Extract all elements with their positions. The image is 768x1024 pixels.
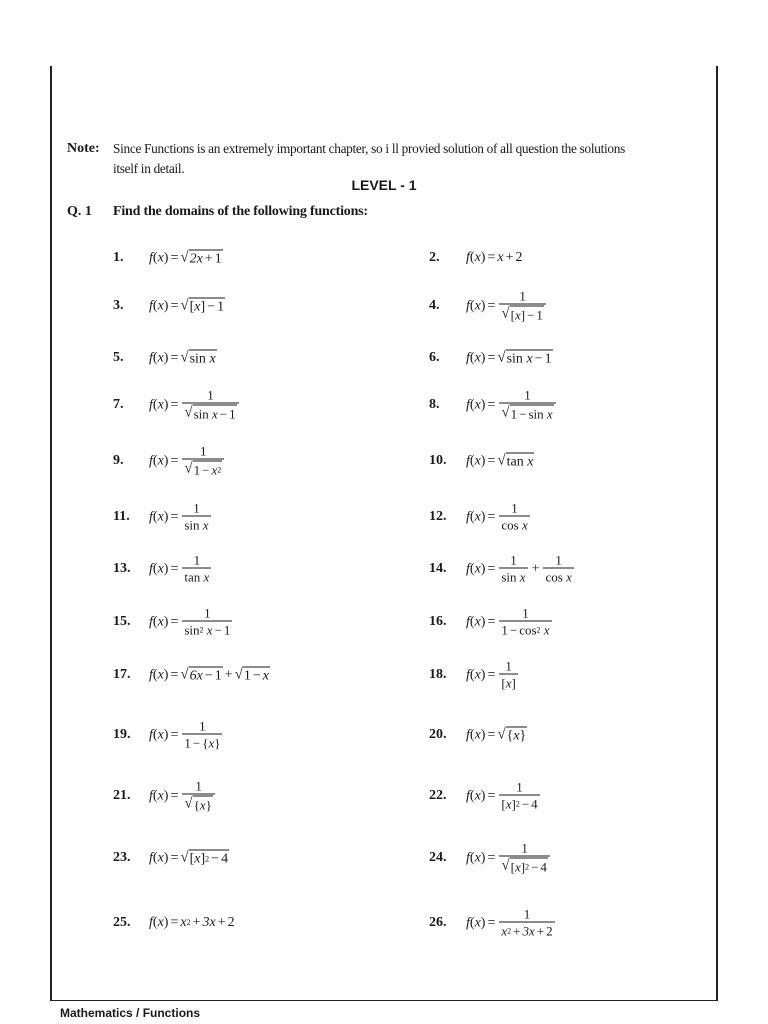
- problem-number: 6.: [429, 350, 440, 365]
- square-root: √ sin x − 1: [497, 349, 552, 367]
- function-expression: f ( x ) = √ [ x ] − 1: [149, 297, 225, 315]
- fraction: 1 sin x: [501, 552, 526, 585]
- fraction: 1 cos x: [545, 552, 572, 585]
- function-expression: f ( x ) = x 2 + 3x + 2: [149, 915, 235, 930]
- square-root: √ [ x ] 2 − 4: [180, 849, 229, 867]
- problem-number: 7.: [113, 397, 124, 412]
- fraction: 1 √ 1 − x 2: [182, 445, 224, 478]
- function-expression: f ( x ) = 1 sin x: [149, 500, 209, 533]
- function-expression: f ( x ) = √ 6x − 1 + √ 1 − x: [149, 666, 269, 684]
- problem-number: 25.: [113, 915, 131, 930]
- fraction: 1 √ [ x ] − 1: [499, 290, 546, 323]
- function-expression: f ( x ) = 1 x 2 + 3x + 2: [466, 906, 553, 939]
- fraction: 1 √ { x }: [182, 780, 215, 813]
- problem-number: 23.: [113, 850, 131, 865]
- square-root: √ 2x + 1: [180, 249, 222, 267]
- fraction: 1 sin 2 x − 1: [184, 605, 231, 638]
- function-expression: f ( x ) = 1 sin x + 1 cos x: [466, 552, 572, 585]
- function-expression: f ( x ) = 1 √ sin x − 1: [149, 389, 241, 422]
- square-root: √ sin x: [180, 349, 216, 367]
- note: [67, 139, 692, 179]
- fraction: 1 [ x ]: [501, 658, 516, 691]
- problem-number: 13.: [113, 561, 131, 576]
- function-expression: f ( x ) = 1 √ 1 − x 2: [149, 445, 226, 478]
- function-expression: f ( x ) = 1 √ [ x ] 2 − 4: [466, 842, 552, 875]
- function-expression: f ( x ) = 1 [ x ] 2 − 4: [466, 779, 538, 812]
- problem-number: 8.: [429, 397, 440, 412]
- left-border: [50, 66, 52, 1000]
- fraction: 1 1 − { x }: [184, 718, 221, 751]
- fraction: 1 √ 1 − sin x: [499, 389, 555, 422]
- function-expression: f ( x ) = √ 2x + 1: [149, 249, 222, 267]
- problem-number: 3.: [113, 298, 124, 313]
- square-root: √ [ x ] − 1: [180, 297, 225, 315]
- function-expression: f ( x ) = √ tan x: [466, 452, 534, 470]
- square-root: √ { x }: [497, 726, 527, 744]
- problem-number: 15.: [113, 614, 131, 629]
- problem-number: 20.: [429, 727, 447, 742]
- problem-number: 1.: [113, 250, 124, 265]
- function-expression: f ( x ) = √ { x }: [466, 726, 527, 744]
- fraction: 1 [ x ] 2 − 4: [501, 779, 538, 812]
- problem-number: 18.: [429, 667, 447, 682]
- function-expression: f ( x ) = √ [ x ] 2 − 4: [149, 849, 229, 867]
- problem-number: 5.: [113, 350, 124, 365]
- function-expression: f ( x ) = 1 tan x: [149, 552, 210, 585]
- note-line-1: Since Functions is an extremely important chapter, so i ll provied solution of all question the solutions: [113, 141, 625, 156]
- function-expression: f ( x ) = x + 2: [466, 250, 523, 265]
- problem-number: 24.: [429, 850, 447, 865]
- fraction: 1 sin x: [184, 500, 209, 533]
- problem-number: 16.: [429, 614, 447, 629]
- question-title: Find the domains of the following functions:: [113, 204, 368, 219]
- fraction: 1 cos x: [501, 500, 528, 533]
- function-expression: f ( x ) = 1 √ [ x ] − 1: [466, 290, 548, 323]
- function-expression: f ( x ) = 1 1 − { x }: [149, 718, 221, 751]
- square-root: √ 1 − x: [234, 666, 269, 684]
- function-expression: f ( x ) = √ sin x − 1: [466, 349, 552, 367]
- fraction: 1 x 2 + 3x + 2: [501, 906, 553, 939]
- problem-number: 2.: [429, 250, 440, 265]
- fraction: 1 1 − cos 2 x: [501, 605, 550, 638]
- level-title: LEVEL - 1: [351, 177, 417, 193]
- bottom-border: [50, 1000, 718, 1001]
- problem-number: 11.: [113, 509, 130, 524]
- problem-number: 10.: [429, 453, 447, 468]
- footer-subject: Mathematics / Functions: [60, 1006, 201, 1020]
- fraction: 1 √ [ x ] 2 − 4: [499, 842, 550, 875]
- problem-number: 26.: [429, 915, 447, 930]
- function-expression: f ( x ) = 1 [ x ]: [466, 658, 516, 691]
- problem-number: 17.: [113, 667, 131, 682]
- fraction: 1 √ sin x − 1: [182, 389, 238, 422]
- problem-number: 4.: [429, 298, 440, 313]
- problem-number: 19.: [113, 727, 131, 742]
- note-line-2: itself in detail.: [113, 161, 185, 176]
- problem-number: 22.: [429, 788, 447, 803]
- function-expression: f ( x ) = 1 cos x: [466, 500, 528, 533]
- note-label: Note:: [67, 141, 100, 156]
- right-border: [716, 66, 718, 1000]
- function-expression: f ( x ) = 1 sin 2 x − 1: [149, 605, 231, 638]
- function-expression: f ( x ) = √ sin x: [149, 349, 216, 367]
- problem-number: 9.: [113, 453, 124, 468]
- fraction: 1 tan x: [184, 552, 210, 585]
- function-expression: f ( x ) = 1 √ 1 − sin x: [466, 389, 558, 422]
- function-expression: f ( x ) = 1 √ { x }: [149, 780, 217, 813]
- note-text: [113, 139, 692, 179]
- problem-number: 21.: [113, 788, 131, 803]
- question-number: Q. 1: [67, 204, 92, 219]
- square-root: √ 6x − 1: [180, 666, 222, 684]
- problem-number: 14.: [429, 561, 447, 576]
- function-expression: f ( x ) = 1 1 − cos 2 x: [466, 605, 550, 638]
- square-root: √ tan x: [497, 452, 534, 470]
- problem-number: 12.: [429, 509, 447, 524]
